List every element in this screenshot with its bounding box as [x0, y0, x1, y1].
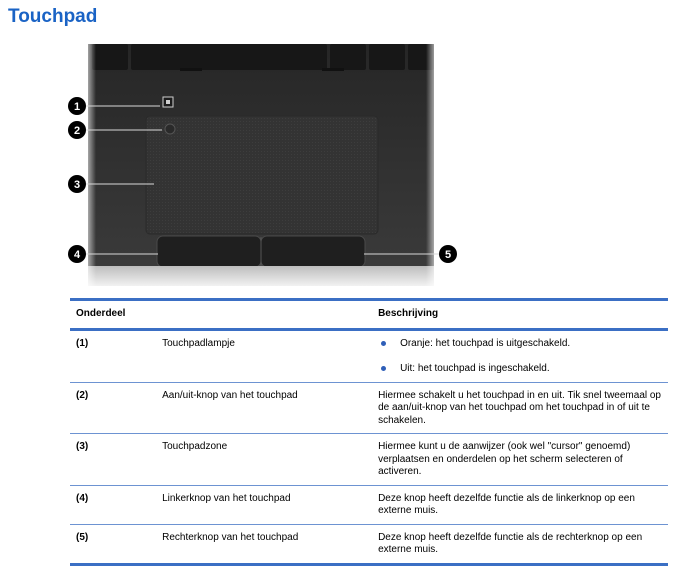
header-component: Onderdeel	[70, 300, 372, 330]
callout-3	[68, 175, 86, 193]
touchpad-diagram	[0, 40, 687, 296]
header-description: Beschrijving	[372, 300, 668, 330]
bullet-text: Uit: het touchpad is ingeschakeld.	[400, 363, 550, 374]
callout-4-number: 4	[73, 249, 81, 261]
row-name: Aan/uit-knop van het touchpad	[156, 382, 372, 434]
bullet-icon	[381, 341, 386, 346]
callout-5	[439, 245, 457, 263]
row-name: Linkerknop van het touchpad	[156, 485, 372, 524]
row-name: Touchpadlampje	[156, 329, 372, 382]
row-id: (4)	[70, 485, 156, 524]
row-id: (2)	[70, 382, 156, 434]
page-title: Touchpad	[8, 6, 98, 27]
bullet-icon	[381, 366, 386, 371]
keyboard-key	[369, 44, 405, 70]
touchpad-on-off-button-icon	[165, 124, 175, 134]
row-description: Deze knop heeft dezelfde functie als de rechterknop op een externe muis.	[372, 524, 668, 564]
callout-2-number: 2	[73, 125, 81, 137]
list-item	[378, 363, 662, 376]
row-description: Hiermee kunt u de aanwijzer (ook wel "cursor" genoemd) verplaatsen en onderdelen op het scherm selecteren of activeren.	[372, 434, 668, 486]
row-name: Touchpadzone	[156, 434, 372, 486]
callout-2	[68, 121, 86, 139]
row-id: (3)	[70, 434, 156, 486]
component-table	[70, 298, 668, 566]
touchpad-illustration	[0, 40, 687, 296]
bullet-text: Oranje: het touchpad is uitgeschakeld.	[400, 337, 571, 349]
keyboard-key	[330, 44, 366, 70]
laptop-front-edge	[88, 266, 434, 286]
list-item	[378, 338, 662, 351]
table-row	[70, 434, 668, 486]
row-id: (1)	[70, 329, 156, 382]
callout-1-number: 1	[73, 101, 81, 113]
callout-3-number: 3	[73, 179, 81, 191]
callout-5-number: 5	[444, 249, 452, 261]
keyboard-key	[131, 44, 327, 70]
callout-1	[68, 97, 86, 115]
keyboard-key	[92, 44, 128, 70]
touchpad-left-button	[157, 236, 261, 267]
table-row	[70, 382, 668, 434]
bullet-list	[378, 338, 662, 376]
row-description	[372, 329, 668, 382]
table-row	[70, 485, 668, 524]
table-row	[70, 329, 668, 382]
table-row	[70, 524, 668, 564]
row-description: Deze knop heeft dezelfde functie als de linkerknop op een externe muis.	[372, 485, 668, 524]
row-name: Rechterknop van het touchpad	[156, 524, 372, 564]
callout-4	[68, 245, 86, 263]
row-id: (5)	[70, 524, 156, 564]
table-header-row	[70, 300, 668, 330]
row-description: Hiermee schakelt u het touchpad in en uit. Tik snel tweemaal op de aan/uit-knop van het touchpad om het touchpad in of uit te schakelen.	[372, 382, 668, 434]
touchpad-zone	[146, 116, 378, 234]
touchpad-right-button	[261, 236, 365, 267]
